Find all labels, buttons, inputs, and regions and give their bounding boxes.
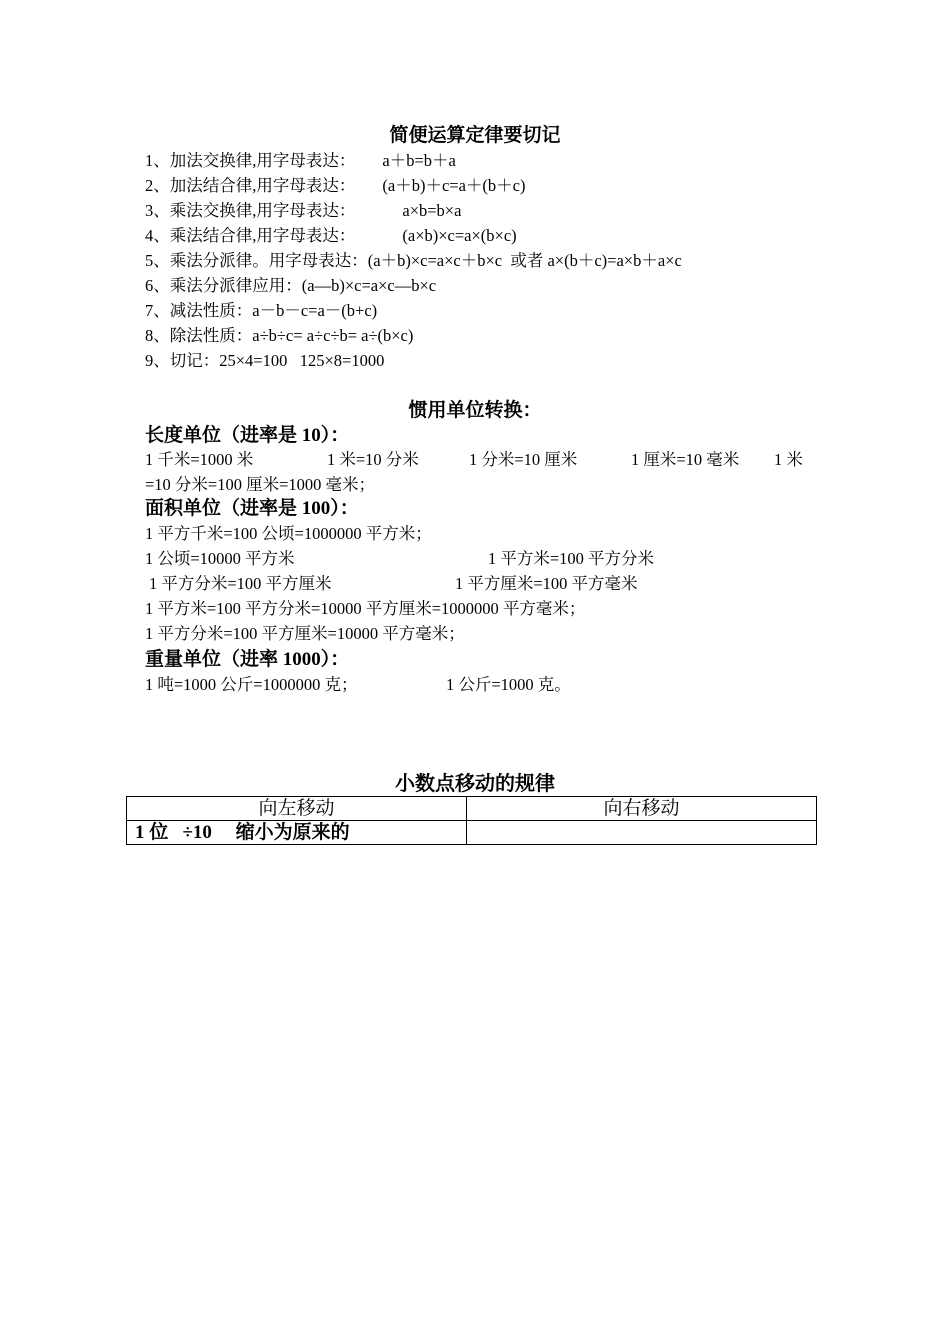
law-5: 5、乘法分派律。用字母表达：(a＋b)×c=a×c＋b×c 或者 a×(b＋c)=a×b＋a×c (145, 251, 682, 270)
law-3 (145, 199, 461, 223)
weight-heading: 重量单位（进率 1000）： (145, 649, 350, 670)
law-label: 4、乘法结合律,用字母表达： (145, 226, 356, 245)
decimal-table (126, 796, 817, 845)
length-item-5: 1 米 (774, 450, 803, 469)
area-heading: 面积单位（进率是 100）： (145, 498, 359, 519)
law-formula: (a＋b)＋c=a＋(b＋c) (382, 176, 526, 195)
table-row (127, 821, 817, 845)
table-header-row (127, 797, 817, 821)
law-formula: (a×b)×c=a×(b×c) (402, 226, 517, 245)
law-9: 9、切记：25×4=100 125×8=1000 (145, 351, 385, 370)
law-label: 1、加法交换律,用字母表达： (145, 151, 356, 170)
law-6: 6、乘法分派律应用：(a—b)×c=a×c—b×c (145, 276, 437, 295)
length-heading: 长度单位（进率是 10）： (145, 425, 350, 446)
area-line-2a: 1 公顷=10000 平方米 (145, 549, 295, 568)
law-label: 2、加法结合律,用字母表达： (145, 176, 356, 195)
law-formula: a×b=b×a (402, 201, 462, 220)
area-line-1: 1 平方千米=100 公顷=1000000 平方米； (145, 524, 432, 543)
weight-item-1: 1 吨=1000 公斤=1000000 克； (145, 675, 358, 694)
law-1 (145, 149, 456, 173)
law-label: 3、乘法交换律,用字母表达： (145, 201, 356, 220)
header-move-right: 向右移动 (467, 797, 817, 821)
area-line-5: 1 平方分米=100 平方厘米=10000 平方毫米； (145, 624, 465, 643)
law-4 (145, 224, 517, 248)
area-line-2b: 1 平方米=100 平方分米 (488, 549, 655, 568)
length-item-1: 1 千米=1000 米 (145, 450, 254, 469)
length-item-3: 1 分米=10 厘米 (469, 450, 578, 469)
header-move-left: 向左移动 (127, 797, 467, 821)
units-title: 惯用单位转换： (408, 400, 542, 421)
cell-move-left-1: 1 位 ÷10 缩小为原来的 (127, 821, 467, 845)
law-formula: a＋b=b＋a (382, 151, 456, 170)
area-line-3b: 1 平方厘米=100 平方毫米 (455, 574, 638, 593)
law-8: 8、除法性质：a÷b÷c= a÷c÷b= a÷(b×c) (145, 326, 414, 345)
length-item-4: 1 厘米=10 毫米 (631, 450, 740, 469)
area-line-4: 1 平方米=100 平方分米=10000 平方厘米=1000000 平方毫米； (145, 599, 586, 618)
law-2 (145, 174, 525, 198)
decimal-title: 小数点移动的规律 (395, 773, 555, 795)
weight-item-2: 1 公斤=1000 克。 (446, 675, 571, 694)
length-continuation: =10 分米=100 厘米=1000 毫米； (145, 475, 376, 494)
area-line-3a: 1 平方分米=100 平方厘米 (149, 574, 332, 593)
length-item-2: 1 米=10 分米 (327, 450, 419, 469)
law-7: 7、减法性质：a－b－c=a－(b+c) (145, 301, 378, 320)
cell-move-right-1 (467, 821, 817, 845)
laws-title: 简便运算定律要切记 (389, 125, 561, 146)
